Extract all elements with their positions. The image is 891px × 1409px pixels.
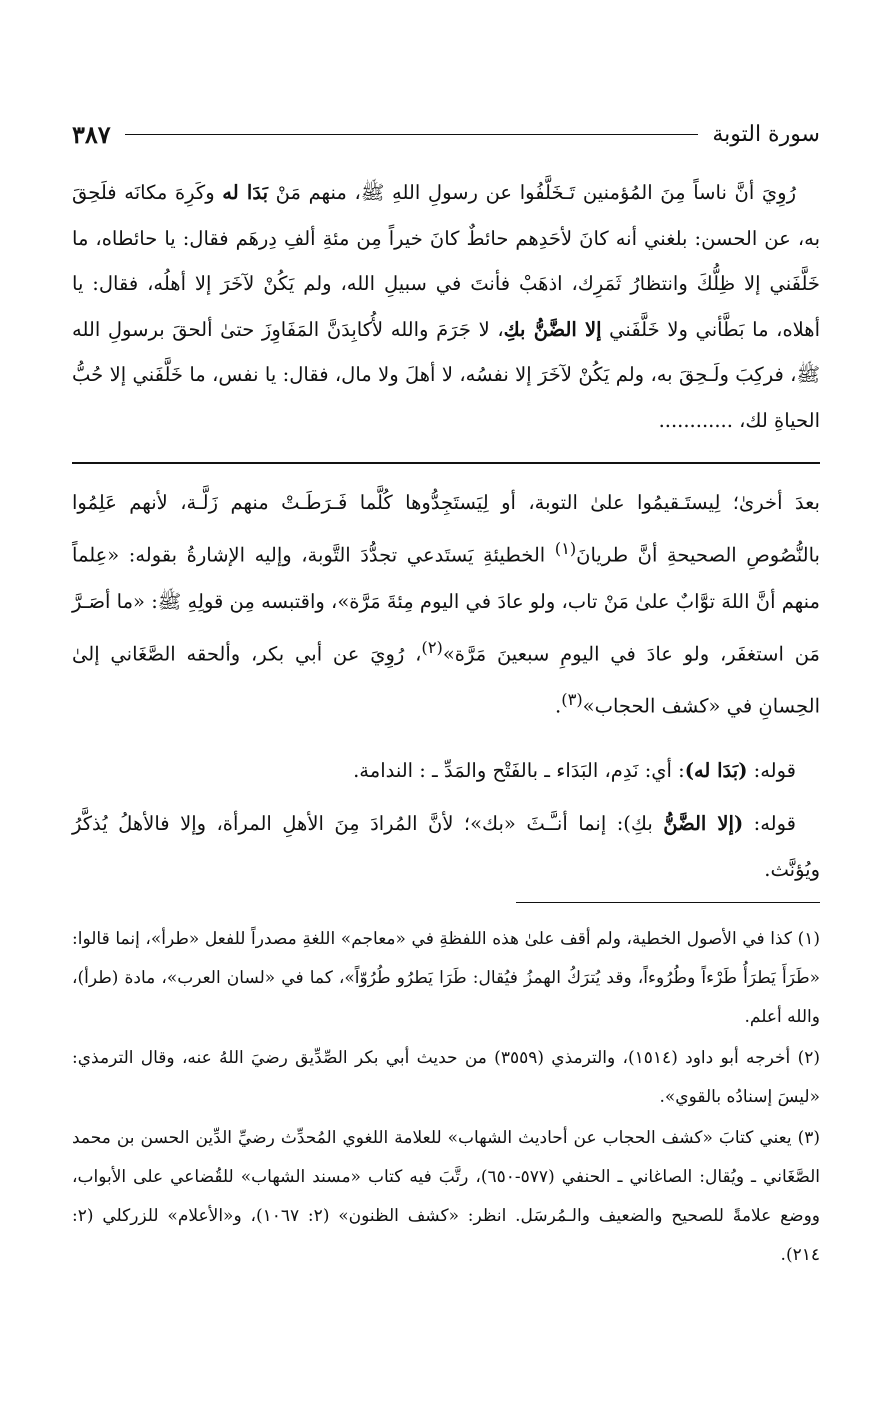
- commentary-text-2: الخطيئةِ يَستَدعي تجدُّدَ التَّوبة، وإليه الإشارةُ بقوله: «عِلماً منهم أنَّ اللهَ توَّابٌ علىٰ مَنْ تاب، ولو عادَ في اليوم مِئةَ مَرَّة»، واقتبسه مِن قولِهِ ﷺ: «ما أصَـرَّ مَن استغفَر، ولو عادَ في اليومِ سبعينَ مَرَّة»: [72, 543, 821, 665]
- commentary-text-4: .: [555, 694, 562, 718]
- quote-text-1: رُوِيَ أنَّ ناساً مِنَ المُؤمنين تَـخَلَّفُوا عن رسولِ اللهِ ﷺ، منهم مَنْ: [268, 181, 797, 204]
- surah-title: سورة التوبة: [712, 121, 820, 147]
- note-2-paragraph: [72, 801, 820, 893]
- footnotes-block: [72, 920, 820, 1277]
- note-2-lemma: (إلا الضَّنُّ: [663, 812, 744, 835]
- footnote-3: [72, 1119, 820, 1275]
- quote-text-2: وكَرِهَ مكانَه فلَحِقَ به، عن الحسن: بلغني أنه كانَ لأحَدِهم حائطٌ كانَ خيراً مِن مئةِ ألفِ دِرهَم فقال: يا حائطاه، ما خَلَّفَني إلا ظِلُّكَ وانتظارُ ثَمَرِك، اذهَبْ فأنتَ في سبيلِ الله، ولم يَكُنْ لآخَرَ إلا أهلُه، فقال: يا أهلاه، ما بَطَّأني ولا خَلَّفَني: [72, 181, 820, 341]
- main-divider: [72, 462, 820, 464]
- footnote-1-text: كذا في الأصول الخطية، ولم أقف علىٰ هذه اللفظةِ في «معاجم» اللغةِ مصدراً للفعل «طرأ»، إنما قالوا: «طَرَأَ يَطرَأُ طَرْءاً وطُرُوءاً، وقد يُترَكُ الهمزُ فيُقال: طَرَا يَطرُو طُرُوّاً»، كما في «لسان العرب»، مادة (طرأ)، والله أعلم.: [72, 929, 820, 1027]
- commentary-paragraph: [72, 480, 820, 730]
- commentary-text-1: بعدَ أخرىٰ؛ لِيستَـقيمُوا علىٰ التوبة، أو لِيَستَجِدُّوها كُلَّما فَـرَطَـتْ منهم زَلَّـة، لأنهم عَلِمُوا بالنُّصُوصِ الصحيحةِ أنَّ طريانَ: [72, 491, 820, 567]
- footnote-1: [72, 920, 820, 1037]
- note-2-text: بكِ): إنما أنـَّـثَ «بك»؛ لأنَّ المُرادَ مِنَ الأهلِ المرأة، وإلا فالأهلُ يُذكَّرُ ويُؤنَّث.: [72, 812, 820, 881]
- note-illa-addann: [72, 801, 820, 893]
- header-rule: [125, 134, 699, 135]
- quote-text-3: ، لا جَرَمَ والله لأُكابِدَنَّ المَفَاوِزَ حتىٰ ألحقَ برسولِ الله ﷺ، فركِبَ ولَـحِقَ به، ولم يَكُنْ لآخَرَ إلا نفسُه، لا أهلَ ولا مال، فقال: يا نفس، ما خَلَّفَني إلا حُبُّ الحياةِ لك، ............: [72, 317, 820, 432]
- commentary-text-3: ، رُوِيَ عن أبي بكر، وألحقه الصَّغَاني إلىٰ الحِسانِ في «كشف الحجاب»: [72, 642, 820, 718]
- note-1-lemma: (بَدَا له): [684, 759, 748, 782]
- footnote-3-text: يعني كتابَ «كشف الحجاب عن أحاديث الشهاب» للعلامة اللغوي المُحدِّث رضيِّ الدِّين الحسن بن محمد الصَّغَاني ـ ويُقال: الصاغاني ـ الحنفي (٥٧٧-٦٥٠)، رتَّبَ فيه كتاب «مسند الشهاب» للقُضاعي على الأبواب، ووضع علامةً للصحيح والضعيف والـمُرسَل. انظر: «كشف الظنون» (٢: ١٠٦٧)، و«الأعلام» للزركلي (٢: ٢١٤).: [72, 1128, 820, 1265]
- note-1-paragraph: [72, 748, 820, 794]
- footnote-3-number: (٣): [797, 1128, 820, 1148]
- footnote-ref-2[interactable]: (٢): [421, 637, 443, 657]
- footnote-2-text: أخرجه أبو داود (١٥١٤)، والترمذي (٣٥٥٩) من حديث أبي بكر الصِّدِّيق رضيَ اللهُ عنه، وقال الترمذي: «ليسَ إسنادُه بالقوي».: [72, 1048, 820, 1107]
- note-bada-lahu: [72, 748, 820, 794]
- commentary-block: [72, 480, 820, 730]
- footnote-2-number: (٢): [797, 1048, 820, 1068]
- note-1-text: : أي: نَدِم، البَدَاء ـ بالفَتْح والمَدِّ ـ : الندامة.: [353, 759, 685, 782]
- footnote-2: [72, 1039, 820, 1117]
- running-header: [72, 112, 820, 156]
- footnote-divider: [516, 902, 820, 903]
- footnote-ref-1[interactable]: (١): [554, 539, 577, 558]
- quote-bold-2: إلا الضَّنُّ بكِ: [503, 317, 602, 341]
- note-1-prefix: قوله:: [747, 759, 796, 782]
- page-number: ٣٨٧: [72, 119, 111, 149]
- note-2-prefix: قوله:: [743, 812, 796, 835]
- quoted-text-block: [72, 170, 820, 443]
- quote-paragraph: [72, 170, 820, 443]
- footnote-ref-3[interactable]: (٣): [561, 690, 583, 709]
- quote-bold-1: بَدَا له: [222, 181, 268, 204]
- footnote-1-number: (١): [797, 929, 820, 949]
